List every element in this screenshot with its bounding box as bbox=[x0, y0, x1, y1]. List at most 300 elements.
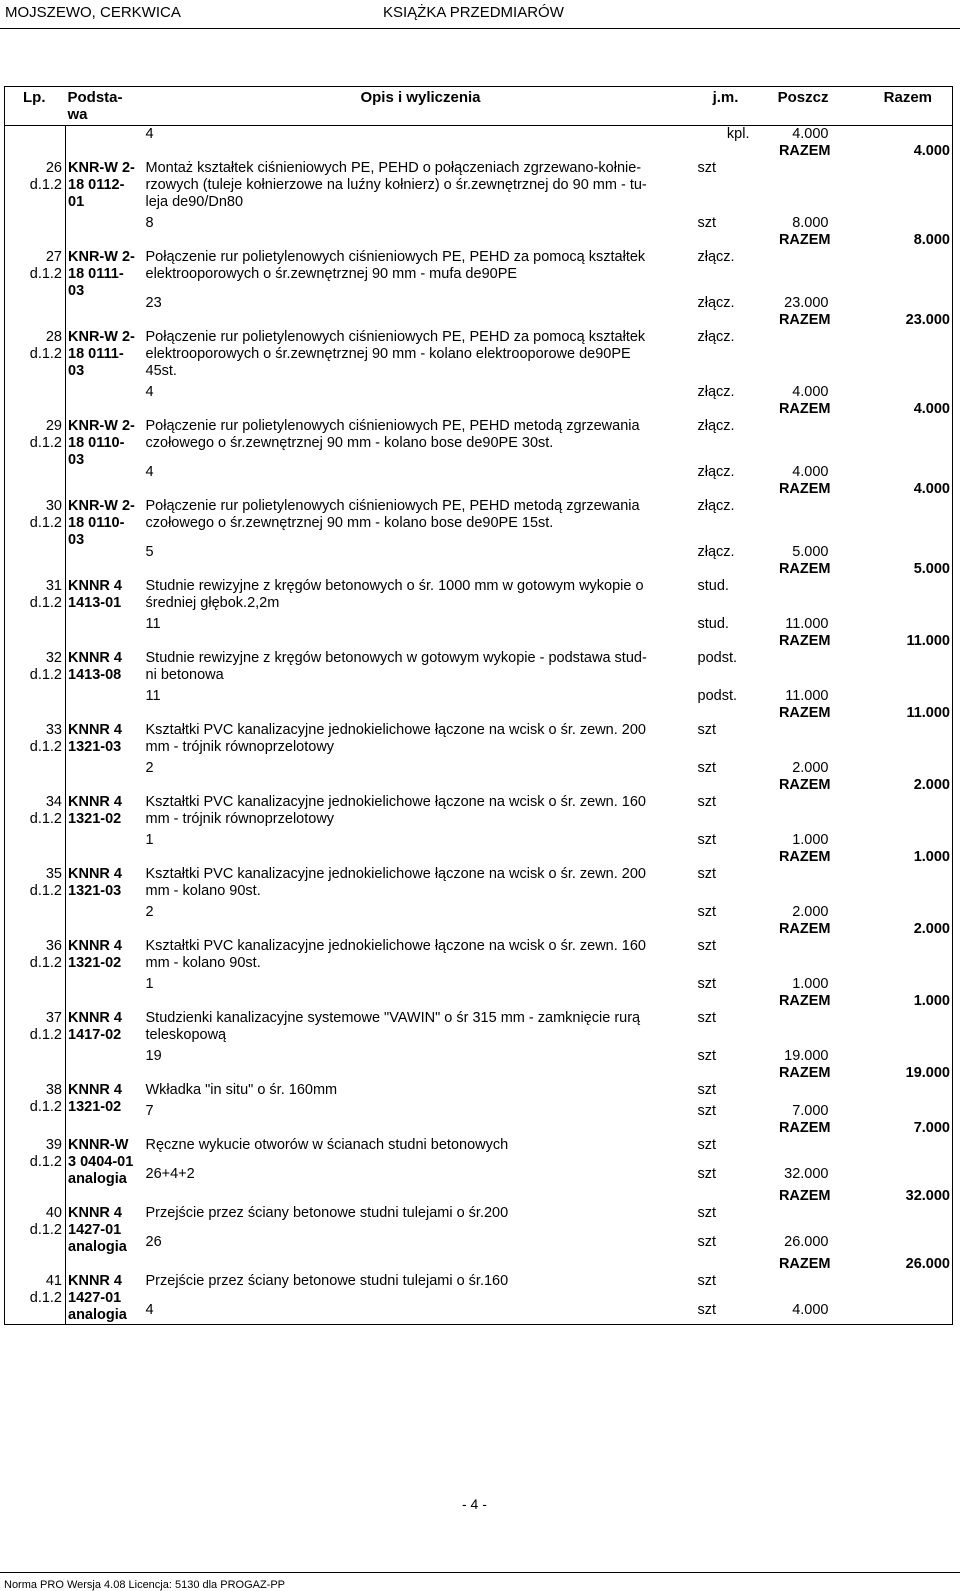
item-basis-line: analogia bbox=[68, 1171, 127, 1187]
item-unit-column bbox=[696, 650, 756, 705]
item-basis bbox=[66, 498, 146, 561]
item-calc-unit: szt bbox=[697, 1302, 717, 1318]
item-basis bbox=[66, 418, 146, 481]
item-lp-ref: d.1.2 bbox=[29, 346, 62, 362]
razem-label: RAZEM bbox=[778, 633, 831, 649]
item-number bbox=[5, 1010, 66, 1065]
item-unit-column bbox=[696, 498, 756, 561]
item-unit: złącz. bbox=[697, 418, 735, 434]
item-lp-ref: d.1.2 bbox=[29, 266, 62, 282]
item-lp: 31 bbox=[45, 578, 62, 594]
item-description bbox=[146, 249, 696, 312]
item-basis-line: KNNR 4 bbox=[68, 866, 122, 882]
item-lp-ref: d.1.2 bbox=[29, 1154, 62, 1170]
item-basis-line: 03 bbox=[68, 363, 85, 379]
item-description bbox=[146, 1082, 696, 1120]
item-number bbox=[5, 650, 66, 705]
carryover-razem-row bbox=[5, 143, 953, 160]
item-calculation: 4 bbox=[145, 464, 154, 480]
header-project: MOJSZEWO, CERKWICA bbox=[5, 4, 181, 21]
item-lp: 36 bbox=[45, 938, 62, 954]
item-description-line: mm - kolano 90st. bbox=[145, 955, 261, 971]
razem-label: RAZEM bbox=[778, 1256, 831, 1272]
item-quantity-column bbox=[756, 1010, 831, 1065]
item-quantity: 5.000 bbox=[792, 544, 829, 560]
item-row bbox=[5, 578, 953, 633]
item-quantity: 4.000 bbox=[792, 384, 829, 400]
item-calculation: 8 bbox=[145, 215, 154, 231]
item-description bbox=[146, 1273, 696, 1325]
item-lp: 29 bbox=[45, 418, 62, 434]
item-calculation: 26+4+2 bbox=[145, 1166, 195, 1182]
item-unit: złącz. bbox=[697, 329, 735, 345]
item-row bbox=[5, 1082, 953, 1120]
item-basis-line: 18 0111- bbox=[68, 346, 124, 362]
item-unit: szt bbox=[697, 1205, 717, 1221]
item-basis bbox=[66, 794, 146, 849]
item-row bbox=[5, 329, 953, 401]
item-quantity-column bbox=[756, 578, 831, 633]
item-basis-line: 03 bbox=[68, 452, 85, 468]
item-calc-unit: złącz. bbox=[697, 384, 735, 400]
item-quantity: 26.000 bbox=[784, 1234, 829, 1250]
item-description bbox=[146, 329, 696, 401]
item-description bbox=[146, 794, 696, 849]
item-description bbox=[146, 650, 696, 705]
item-razem-row bbox=[5, 561, 953, 578]
item-basis-line: 1413-08 bbox=[68, 667, 122, 683]
item-razem-row bbox=[5, 633, 953, 650]
item-basis-line: KNNR 4 bbox=[68, 578, 122, 594]
item-basis-line: KNNR 4 bbox=[68, 794, 122, 810]
item-lp: 28 bbox=[45, 329, 62, 345]
item-quantity: 1.000 bbox=[792, 976, 829, 992]
item-lp: 40 bbox=[45, 1205, 62, 1221]
item-basis bbox=[66, 160, 146, 232]
item-calc-unit: szt bbox=[697, 1234, 717, 1250]
item-razem-row bbox=[5, 849, 953, 866]
item-razem-value: 32.000 bbox=[905, 1188, 950, 1204]
item-description-line: Przejście przez ściany betonowe studni tulejami o śr.160 bbox=[145, 1273, 509, 1289]
item-calc-unit: złącz. bbox=[697, 464, 735, 480]
item-basis bbox=[66, 938, 146, 993]
razem-label: RAZEM bbox=[778, 1065, 831, 1081]
item-basis-line: 18 0112- bbox=[68, 177, 125, 193]
item-basis-line: 1427-01 bbox=[68, 1222, 122, 1238]
razem-label: RAZEM bbox=[778, 849, 831, 865]
col-header-basis bbox=[66, 87, 146, 126]
item-lp-ref: d.1.2 bbox=[29, 955, 62, 971]
item-unit-column bbox=[696, 418, 756, 481]
item-number bbox=[5, 794, 66, 849]
item-calc-unit: złącz. bbox=[697, 295, 735, 311]
razem-label: RAZEM bbox=[778, 312, 831, 328]
item-description-line: Połączenie rur polietylenowych ciśnieniowych PE, PEHD metodą zgrzewania bbox=[145, 498, 640, 514]
item-quantity-column bbox=[756, 866, 831, 921]
item-quantity: 2.000 bbox=[792, 760, 829, 776]
item-row bbox=[5, 1010, 953, 1065]
item-description-line: średniej głębok.2,2m bbox=[145, 595, 280, 611]
item-description-line: czołowego o śr.zewnętrznej 90 mm - kolano bose de90PE 30st. bbox=[145, 435, 554, 451]
item-razem-row bbox=[5, 401, 953, 418]
item-basis-line: KNNR 4 bbox=[68, 1205, 122, 1221]
item-calculation: 11 bbox=[145, 688, 161, 704]
item-description bbox=[146, 418, 696, 481]
item-description bbox=[146, 578, 696, 633]
item-unit-column bbox=[696, 578, 756, 633]
item-quantity: 19.000 bbox=[784, 1048, 829, 1064]
item-unit: stud. bbox=[697, 578, 729, 594]
item-lp-ref: d.1.2 bbox=[29, 595, 62, 611]
item-calculation: 5 bbox=[145, 544, 154, 560]
item-number bbox=[5, 160, 66, 232]
item-number bbox=[5, 498, 66, 561]
item-unit-column bbox=[696, 249, 756, 312]
item-lp: 33 bbox=[45, 722, 62, 738]
item-row bbox=[5, 1137, 953, 1188]
item-description-line: leja de90/Dn80 bbox=[145, 194, 244, 210]
item-row bbox=[5, 1205, 953, 1256]
item-description-line: Kształtki PVC kanalizacyjne jednokielichowe łączone na wcisk o śr. zewn. 200 bbox=[145, 866, 646, 882]
item-calculation: 1 bbox=[145, 976, 154, 992]
item-description-line: Przejście przez ściany betonowe studni tulejami o śr.200 bbox=[145, 1205, 509, 1221]
item-calc-unit: szt bbox=[697, 1166, 717, 1182]
item-lp: 39 bbox=[45, 1137, 62, 1153]
item-unit: szt bbox=[697, 938, 717, 954]
item-description-line: Studnie rewizyjne z kręgów betonowych w gotowym wykopie - podstawa stud- bbox=[145, 650, 647, 666]
razem-label: RAZEM bbox=[778, 993, 831, 1009]
item-number bbox=[5, 722, 66, 777]
item-basis-line: 1321-02 bbox=[68, 1099, 122, 1115]
item-row bbox=[5, 418, 953, 481]
table-body bbox=[5, 126, 953, 1325]
item-razem-value: 4.000 bbox=[913, 401, 950, 417]
item-unit: szt bbox=[697, 1137, 717, 1153]
col-header-quantity: Poszcz bbox=[756, 87, 831, 126]
item-description-line: elektrooporowych o śr.zewnętrznej 90 mm - kolano elektrooporowe de90PE bbox=[145, 346, 631, 362]
item-calc-unit: podst. bbox=[697, 688, 737, 704]
item-quantity-column bbox=[756, 1273, 831, 1325]
item-razem-row bbox=[5, 921, 953, 938]
item-razem-row bbox=[5, 705, 953, 722]
item-basis-line: 1321-02 bbox=[68, 955, 122, 971]
item-calculation: 23 bbox=[145, 295, 162, 311]
razem-label: RAZEM bbox=[778, 1188, 831, 1204]
item-unit-column bbox=[696, 938, 756, 993]
item-calc-unit: szt bbox=[697, 904, 717, 920]
item-lp: 35 bbox=[45, 866, 62, 882]
item-basis-line: 1321-03 bbox=[68, 739, 122, 755]
footer-rule bbox=[0, 1572, 960, 1573]
item-lp-ref: d.1.2 bbox=[29, 1222, 62, 1238]
item-razem-value: 1.000 bbox=[913, 849, 950, 865]
item-razem-value: 11.000 bbox=[906, 705, 950, 721]
item-number bbox=[5, 418, 66, 481]
item-calculation: 26 bbox=[145, 1234, 162, 1250]
item-basis-line: KNNR-W bbox=[68, 1137, 129, 1153]
item-number bbox=[5, 1273, 66, 1325]
item-quantity: 11.000 bbox=[785, 688, 829, 704]
item-razem-value: 11.000 bbox=[906, 633, 950, 649]
item-unit: szt bbox=[697, 722, 717, 738]
col-header-total: Razem bbox=[831, 87, 953, 126]
item-quantity: 4.000 bbox=[792, 464, 829, 480]
item-basis bbox=[66, 1010, 146, 1065]
item-basis bbox=[66, 249, 146, 312]
item-basis bbox=[66, 1137, 146, 1188]
item-description bbox=[146, 1205, 696, 1256]
item-number bbox=[5, 866, 66, 921]
item-calculation: 7 bbox=[145, 1103, 154, 1119]
item-lp: 34 bbox=[45, 794, 62, 810]
item-razem-value: 8.000 bbox=[913, 232, 950, 248]
item-quantity: 1.000 bbox=[792, 832, 829, 848]
item-description bbox=[146, 1010, 696, 1065]
item-quantity-column bbox=[756, 650, 831, 705]
item-unit: złącz. bbox=[697, 249, 735, 265]
item-description bbox=[146, 1137, 696, 1188]
item-unit: podst. bbox=[697, 650, 737, 666]
page-header bbox=[0, 4, 960, 24]
item-number bbox=[5, 1205, 66, 1256]
item-basis-line: 1427-01 bbox=[68, 1290, 122, 1306]
item-calc-unit: szt bbox=[697, 760, 717, 776]
item-razem-value: 4.000 bbox=[913, 481, 950, 497]
item-calculation: 2 bbox=[145, 760, 154, 776]
carryover-unit: kpl. bbox=[726, 126, 750, 142]
item-razem-value: 1.000 bbox=[913, 993, 950, 1009]
item-basis bbox=[66, 722, 146, 777]
item-description-line: ni betonowa bbox=[145, 667, 224, 683]
item-quantity-column bbox=[756, 418, 831, 481]
item-lp: 38 bbox=[45, 1082, 62, 1098]
item-basis bbox=[66, 578, 146, 633]
item-lp: 26 bbox=[45, 160, 62, 176]
item-description bbox=[146, 498, 696, 561]
item-description-line: Połączenie rur polietylenowych ciśnieniowych PE, PEHD za pomocą kształtek bbox=[145, 329, 646, 345]
item-quantity: 23.000 bbox=[784, 295, 829, 311]
item-calculation: 4 bbox=[145, 1302, 154, 1318]
item-unit-column bbox=[696, 794, 756, 849]
item-quantity-column bbox=[756, 938, 831, 993]
item-unit-column bbox=[696, 160, 756, 232]
item-row bbox=[5, 794, 953, 849]
item-basis-line: 01 bbox=[68, 194, 85, 210]
item-quantity: 7.000 bbox=[792, 1103, 829, 1119]
item-lp-ref: d.1.2 bbox=[29, 177, 62, 193]
item-lp-ref: d.1.2 bbox=[29, 1027, 62, 1043]
item-unit-column bbox=[696, 1273, 756, 1325]
item-row bbox=[5, 498, 953, 561]
item-razem-row bbox=[5, 312, 953, 329]
item-calculation: 11 bbox=[145, 616, 161, 632]
item-basis-line: KNR-W 2- bbox=[68, 160, 135, 176]
razem-label: RAZEM bbox=[778, 561, 831, 577]
item-basis-line: 1413-01 bbox=[68, 595, 122, 611]
item-lp: 41 bbox=[45, 1273, 62, 1289]
item-row bbox=[5, 938, 953, 993]
item-basis-line: 3 0404-01 bbox=[68, 1154, 134, 1170]
item-basis-line: KNR-W 2- bbox=[68, 498, 135, 514]
item-basis-line: KNNR 4 bbox=[68, 1010, 122, 1026]
item-basis-line: 1417-02 bbox=[68, 1027, 122, 1043]
item-row bbox=[5, 866, 953, 921]
item-lp: 37 bbox=[45, 1010, 62, 1026]
item-razem-row bbox=[5, 481, 953, 498]
item-unit: szt bbox=[697, 794, 717, 810]
item-basis-line: 18 0111- bbox=[68, 266, 124, 282]
item-unit-column bbox=[696, 1082, 756, 1120]
item-basis bbox=[66, 329, 146, 401]
item-description-line: Ręczne wykucie otworów w ścianach studni betonowych bbox=[145, 1137, 509, 1153]
item-basis-line: 03 bbox=[68, 283, 85, 299]
item-lp-ref: d.1.2 bbox=[29, 1290, 62, 1306]
item-quantity: 11.000 bbox=[785, 616, 829, 632]
item-quantity-column bbox=[756, 498, 831, 561]
item-lp-ref: d.1.2 bbox=[29, 811, 62, 827]
item-basis-line: 18 0110- bbox=[68, 435, 125, 451]
item-basis-line: 1321-03 bbox=[68, 883, 122, 899]
item-calc-unit: szt bbox=[697, 976, 717, 992]
item-razem-row bbox=[5, 777, 953, 794]
item-unit: szt bbox=[697, 160, 717, 176]
item-description-line: rzowych (tuleje kołnierzowe na luźny kołnierz) o śr.zewnętrznej do 90 mm - tu- bbox=[145, 177, 647, 193]
item-lp-ref: d.1.2 bbox=[29, 1099, 62, 1115]
item-basis bbox=[66, 866, 146, 921]
item-basis bbox=[66, 1082, 146, 1120]
item-row bbox=[5, 249, 953, 312]
razem-label: RAZEM bbox=[778, 1120, 831, 1136]
bill-of-quantities-table bbox=[4, 86, 953, 1325]
item-lp: 32 bbox=[45, 650, 62, 666]
item-basis-line: 1321-02 bbox=[68, 811, 122, 827]
item-unit: szt bbox=[697, 1273, 717, 1289]
item-razem-row bbox=[5, 232, 953, 249]
item-quantity-column bbox=[756, 1082, 831, 1120]
item-basis bbox=[66, 1273, 146, 1325]
item-description bbox=[146, 938, 696, 993]
item-description bbox=[146, 722, 696, 777]
item-basis-line: 03 bbox=[68, 532, 85, 548]
item-quantity-column bbox=[756, 1205, 831, 1256]
item-basis-line: KNNR 4 bbox=[68, 650, 122, 666]
item-basis-line: KNR-W 2- bbox=[68, 418, 135, 434]
item-description-line: Kształtki PVC kanalizacyjne jednokielichowe łączone na wcisk o śr. zewn. 160 bbox=[145, 794, 646, 810]
razem-label: RAZEM bbox=[778, 143, 831, 159]
item-razem-value: 23.000 bbox=[905, 312, 950, 328]
item-calculation: 1 bbox=[145, 832, 154, 848]
carryover-qty: 4.000 bbox=[792, 126, 829, 142]
item-description-line: mm - kolano 90st. bbox=[145, 883, 261, 899]
item-basis-line: analogia bbox=[68, 1307, 127, 1323]
item-quantity-column bbox=[756, 722, 831, 777]
item-unit: szt bbox=[697, 1082, 717, 1098]
item-description-line: Montaż kształtek ciśnieniowych PE, PEHD o połączeniach zgrzewano-kołnie- bbox=[145, 160, 642, 176]
item-razem-row bbox=[5, 1188, 953, 1205]
item-quantity: 8.000 bbox=[792, 215, 829, 231]
item-calculation: 4 bbox=[145, 384, 154, 400]
item-row bbox=[5, 1273, 953, 1325]
item-description-line: czołowego o śr.zewnętrznej 90 mm - kolano bose de90PE 15st. bbox=[145, 515, 554, 531]
item-unit-column bbox=[696, 1010, 756, 1065]
item-unit-column bbox=[696, 1205, 756, 1256]
item-number bbox=[5, 578, 66, 633]
item-lp: 27 bbox=[45, 249, 62, 265]
item-description bbox=[146, 866, 696, 921]
col-header-lp: Lp. bbox=[5, 87, 66, 126]
header-title: KSIĄŻKA PRZEDMIARÓW bbox=[383, 4, 564, 21]
item-unit-column bbox=[696, 1137, 756, 1188]
item-razem-row bbox=[5, 1065, 953, 1082]
razem-label: RAZEM bbox=[778, 401, 831, 417]
item-number bbox=[5, 1082, 66, 1120]
item-lp-ref: d.1.2 bbox=[29, 515, 62, 531]
item-calc-unit: stud. bbox=[697, 616, 729, 632]
item-quantity-column bbox=[756, 249, 831, 312]
item-basis-line: KNNR 4 bbox=[68, 938, 122, 954]
razem-label: RAZEM bbox=[778, 705, 831, 721]
item-description-line: mm - trójnik równoprzelotowy bbox=[145, 739, 335, 755]
item-description-line: Połączenie rur polietylenowych ciśnieniowych PE, PEHD za pomocą kształtek bbox=[145, 249, 646, 265]
item-basis-line: KNNR 4 bbox=[68, 722, 122, 738]
item-number bbox=[5, 938, 66, 993]
item-calculation: 19 bbox=[145, 1048, 162, 1064]
carryover-calc-row bbox=[5, 126, 953, 144]
item-lp-ref: d.1.2 bbox=[29, 667, 62, 683]
item-razem-row bbox=[5, 1256, 953, 1273]
item-razem-value: 5.000 bbox=[913, 561, 950, 577]
item-unit-column bbox=[696, 866, 756, 921]
item-basis-line: KNNR 4 bbox=[68, 1082, 122, 1098]
item-description-line: Wkładka "in situ" o śr. 160mm bbox=[145, 1082, 338, 1098]
item-basis-line: KNR-W 2- bbox=[68, 329, 135, 345]
col-header-unit: j.m. bbox=[696, 87, 756, 126]
item-description bbox=[146, 160, 696, 232]
item-quantity: 2.000 bbox=[792, 904, 829, 920]
item-basis-line: 18 0110- bbox=[68, 515, 125, 531]
item-quantity-column bbox=[756, 329, 831, 401]
item-razem-value: 2.000 bbox=[913, 921, 950, 937]
item-number bbox=[5, 1137, 66, 1188]
item-description-line: teleskopową bbox=[145, 1027, 227, 1043]
item-quantity-column bbox=[756, 794, 831, 849]
item-row bbox=[5, 722, 953, 777]
razem-label: RAZEM bbox=[778, 777, 831, 793]
item-razem-value: 2.000 bbox=[913, 777, 950, 793]
item-basis-line: analogia bbox=[68, 1239, 127, 1255]
item-number bbox=[5, 249, 66, 312]
item-description-line: Kształtki PVC kanalizacyjne jednokielichowe łączone na wcisk o śr. zewn. 200 bbox=[145, 722, 646, 738]
item-calc-unit: złącz. bbox=[697, 544, 735, 560]
item-razem-value: 26.000 bbox=[905, 1256, 950, 1272]
item-basis-line: KNNR 4 bbox=[68, 1273, 122, 1289]
page-number: - 4 - bbox=[462, 1496, 487, 1512]
item-description-line: mm - trójnik równoprzelotowy bbox=[145, 811, 335, 827]
item-quantity: 32.000 bbox=[784, 1166, 829, 1182]
item-calc-unit: szt bbox=[697, 832, 717, 848]
item-unit-column bbox=[696, 329, 756, 401]
col-header-basis-text: Podsta-wa bbox=[67, 89, 123, 123]
item-quantity-column bbox=[756, 1137, 831, 1188]
item-razem-row bbox=[5, 1120, 953, 1137]
item-lp-ref: d.1.2 bbox=[29, 883, 62, 899]
item-basis-line: KNR-W 2- bbox=[68, 249, 135, 265]
header-rule bbox=[0, 28, 960, 29]
footer-license: Norma PRO Wersja 4.08 Licencja: 5130 dla PROGAZ-PP bbox=[4, 1579, 286, 1591]
item-description-line: Połączenie rur polietylenowych ciśnieniowych PE, PEHD metodą zgrzewania bbox=[145, 418, 640, 434]
col-header-description: Opis i wyliczenia bbox=[146, 87, 696, 126]
item-row bbox=[5, 650, 953, 705]
